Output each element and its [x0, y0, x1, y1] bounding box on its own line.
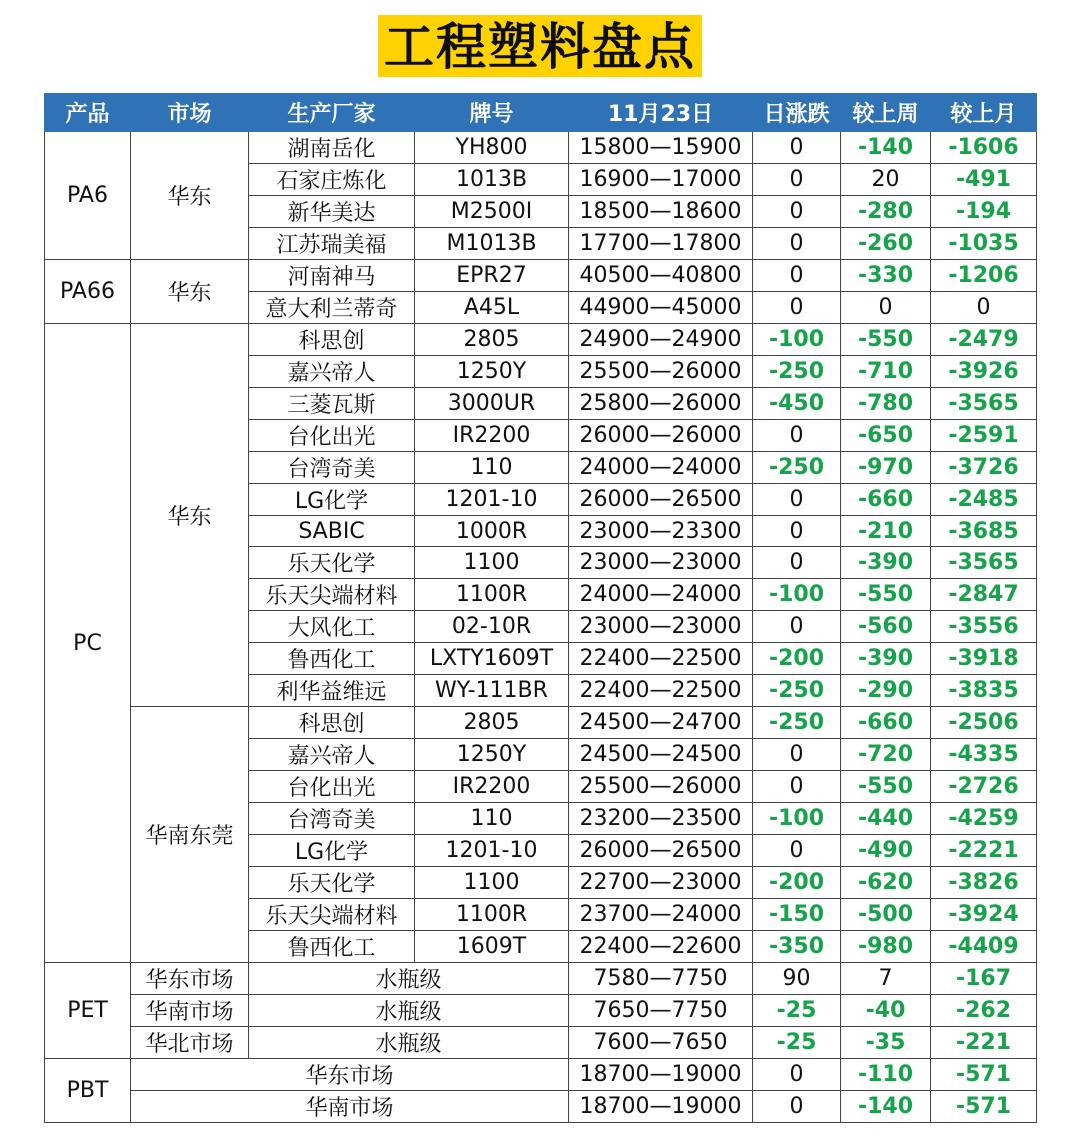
- cell-price: 26000—26500: [569, 484, 753, 516]
- cell-maker: 鲁西化工: [249, 931, 415, 963]
- cell-maker: 台化出光: [249, 420, 415, 452]
- cell-week-change: -40: [841, 995, 931, 1027]
- cell-month-change: -2479: [931, 324, 1037, 356]
- cell-week-change: -550: [841, 771, 931, 803]
- cell-grade: 1100R: [415, 899, 569, 931]
- cell-day-change: -100: [753, 579, 841, 611]
- cell-month-change: -3726: [931, 452, 1037, 484]
- cell-day-change: -200: [753, 867, 841, 899]
- cell-week-change: -290: [841, 675, 931, 707]
- cell-month-change: -1035: [931, 228, 1037, 260]
- cell-grade: IR2200: [415, 420, 569, 452]
- cell-market: 华东: [131, 260, 249, 324]
- cell-month-change: -3835: [931, 675, 1037, 707]
- cell-maker: 新华美达: [249, 196, 415, 228]
- cell-month-change: -3685: [931, 516, 1037, 547]
- cell-day-change: 0: [753, 739, 841, 771]
- cell-week-change: -620: [841, 867, 931, 899]
- cell-maker: 大风化工: [249, 611, 415, 643]
- cell-grade: 1100: [415, 867, 569, 899]
- table-row: [45, 132, 1037, 164]
- cell-product: PC: [45, 324, 131, 963]
- table-row: [45, 1059, 1037, 1091]
- header-week-change: 较上周: [841, 94, 931, 132]
- cell-week-change: -390: [841, 547, 931, 579]
- cell-price: 7580—7750: [569, 963, 753, 995]
- cell-week-change: -650: [841, 420, 931, 452]
- cell-price: 24500—24700: [569, 707, 753, 739]
- cell-maker: 乐天化学: [249, 547, 415, 579]
- cell-grade: M1013B: [415, 228, 569, 260]
- header-product: 产品: [45, 94, 131, 132]
- cell-maker: 三菱瓦斯: [249, 388, 415, 420]
- cell-maker: 科思创: [249, 324, 415, 356]
- cell-price: 25800—26000: [569, 388, 753, 420]
- cell-month-change: -2506: [931, 707, 1037, 739]
- cell-day-change: -350: [753, 931, 841, 963]
- cell-grade: 2805: [415, 707, 569, 739]
- cell-day-change: -100: [753, 324, 841, 356]
- cell-price: 7650—7750: [569, 995, 753, 1027]
- cell-grade: EPR27: [415, 260, 569, 292]
- cell-maker: 江苏瑞美福: [249, 228, 415, 260]
- cell-day-change: 0: [753, 484, 841, 516]
- cell-week-change: -110: [841, 1059, 931, 1091]
- title-wrap: [0, 15, 1080, 77]
- table-row: [45, 995, 1037, 1027]
- cell-day-change: 90: [753, 963, 841, 995]
- cell-grade: LXTY1609T: [415, 643, 569, 675]
- cell-month-change: -4259: [931, 803, 1037, 835]
- cell-week-change: -780: [841, 388, 931, 420]
- cell-week-change: -980: [841, 931, 931, 963]
- cell-day-change: 0: [753, 196, 841, 228]
- cell-month-change: -3826: [931, 867, 1037, 899]
- cell-week-change: -500: [841, 899, 931, 931]
- cell-grade: 02-10R: [415, 611, 569, 643]
- cell-month-change: -4409: [931, 931, 1037, 963]
- cell-grade: 3000UR: [415, 388, 569, 420]
- cell-maker: 鲁西化工: [249, 643, 415, 675]
- cell-maker: 利华益维远: [249, 675, 415, 707]
- cell-product: PET: [45, 963, 131, 1059]
- header-day-change: 日涨跌: [753, 94, 841, 132]
- cell-week-change: -280: [841, 196, 931, 228]
- cell-day-change: 0: [753, 516, 841, 547]
- cell-month-change: -491: [931, 164, 1037, 196]
- cell-day-change: -25: [753, 1027, 841, 1059]
- cell-grade: 1013B: [415, 164, 569, 196]
- cell-price: 24900—24900: [569, 324, 753, 356]
- cell-month-change: -3565: [931, 388, 1037, 420]
- cell-price: 18700—19000: [569, 1091, 753, 1123]
- cell-maker: 乐天化学: [249, 867, 415, 899]
- cell-price: 23000—23300: [569, 516, 753, 547]
- cell-day-change: 0: [753, 420, 841, 452]
- table-row: [45, 260, 1037, 292]
- table-header-row: [45, 94, 1037, 132]
- cell-price: 7600—7650: [569, 1027, 753, 1059]
- cell-day-change: -250: [753, 675, 841, 707]
- cell-price: 17700—17800: [569, 228, 753, 260]
- price-table: [44, 93, 1037, 1123]
- cell-maker: 台化出光: [249, 771, 415, 803]
- cell-day-change: -25: [753, 995, 841, 1027]
- cell-week-change: -560: [841, 611, 931, 643]
- cell-maker: LG化学: [249, 835, 415, 867]
- cell-maker: 石家庄炼化: [249, 164, 415, 196]
- cell-price: 22400—22500: [569, 675, 753, 707]
- cell-week-change: -970: [841, 452, 931, 484]
- cell-week-change: 7: [841, 963, 931, 995]
- cell-grade: 1100R: [415, 579, 569, 611]
- cell-day-change: 0: [753, 228, 841, 260]
- cell-maker: 乐天尖端材料: [249, 579, 415, 611]
- cell-product: PA6: [45, 132, 131, 260]
- cell-day-change: -250: [753, 707, 841, 739]
- cell-month-change: -3556: [931, 611, 1037, 643]
- cell-day-change: 0: [753, 771, 841, 803]
- cell-day-change: 0: [753, 132, 841, 164]
- cell-day-change: 0: [753, 260, 841, 292]
- cell-month-change: -3924: [931, 899, 1037, 931]
- header-date-price: 11月23日: [569, 94, 753, 132]
- cell-day-change: -450: [753, 388, 841, 420]
- cell-week-change: 20: [841, 164, 931, 196]
- header-market: 市场: [131, 94, 249, 132]
- cell-maker: 乐天尖端材料: [249, 899, 415, 931]
- cell-month-change: -2221: [931, 835, 1037, 867]
- cell-grade: 1609T: [415, 931, 569, 963]
- cell-market: 华北市场: [131, 1027, 249, 1059]
- cell-month-change: -167: [931, 963, 1037, 995]
- table-row: [45, 707, 1037, 739]
- cell-week-change: -140: [841, 1091, 931, 1123]
- cell-month-change: -3565: [931, 547, 1037, 579]
- cell-maker: 意大利兰蒂奇: [249, 292, 415, 324]
- cell-week-change: -260: [841, 228, 931, 260]
- header-maker: 生产厂家: [249, 94, 415, 132]
- cell-maker: 台湾奇美: [249, 452, 415, 484]
- cell-week-change: -440: [841, 803, 931, 835]
- cell-week-change: 0: [841, 292, 931, 324]
- cell-day-change: -100: [753, 803, 841, 835]
- cell-price: 25500—26000: [569, 356, 753, 388]
- cell-price: 22400—22500: [569, 643, 753, 675]
- cell-maker: LG化学: [249, 484, 415, 516]
- cell-grade: YH800: [415, 132, 569, 164]
- cell-market: 华东市场: [131, 1059, 569, 1091]
- cell-price: 16900—17000: [569, 164, 753, 196]
- cell-week-change: -660: [841, 484, 931, 516]
- cell-week-change: -710: [841, 356, 931, 388]
- cell-week-change: -210: [841, 516, 931, 547]
- cell-price: 24500—24500: [569, 739, 753, 771]
- cell-month-change: -4335: [931, 739, 1037, 771]
- cell-day-change: -200: [753, 643, 841, 675]
- cell-week-change: -660: [841, 707, 931, 739]
- cell-week-change: -390: [841, 643, 931, 675]
- cell-month-change: 0: [931, 292, 1037, 324]
- cell-day-change: 0: [753, 611, 841, 643]
- cell-grade: IR2200: [415, 771, 569, 803]
- cell-grade: 1201-10: [415, 835, 569, 867]
- cell-grade: 水瓶级: [249, 1027, 569, 1059]
- cell-month-change: -1206: [931, 260, 1037, 292]
- cell-month-change: -2485: [931, 484, 1037, 516]
- table-body: [45, 132, 1037, 1123]
- cell-price: 18700—19000: [569, 1059, 753, 1091]
- cell-grade: 1201-10: [415, 484, 569, 516]
- cell-day-change: -250: [753, 452, 841, 484]
- cell-maker: 台湾奇美: [249, 803, 415, 835]
- cell-maker: 湖南岳化: [249, 132, 415, 164]
- cell-market: 华东市场: [131, 963, 249, 995]
- cell-month-change: -571: [931, 1059, 1037, 1091]
- cell-price: 15800—15900: [569, 132, 753, 164]
- cell-price: 23700—24000: [569, 899, 753, 931]
- cell-price: 23200—23500: [569, 803, 753, 835]
- cell-grade: M2500I: [415, 196, 569, 228]
- cell-maker: 河南神马: [249, 260, 415, 292]
- cell-grade: 1250Y: [415, 356, 569, 388]
- cell-maker: 嘉兴帝人: [249, 739, 415, 771]
- cell-maker: 嘉兴帝人: [249, 356, 415, 388]
- cell-month-change: -3926: [931, 356, 1037, 388]
- cell-week-change: -330: [841, 260, 931, 292]
- cell-price: 18500—18600: [569, 196, 753, 228]
- cell-month-change: -2847: [931, 579, 1037, 611]
- cell-grade: A45L: [415, 292, 569, 324]
- page-title: 工程塑料盘点: [378, 15, 702, 77]
- cell-week-change: -140: [841, 132, 931, 164]
- cell-grade: 110: [415, 452, 569, 484]
- table-row: [45, 324, 1037, 356]
- cell-market: 华南市场: [131, 1091, 569, 1123]
- cell-grade: 2805: [415, 324, 569, 356]
- header-month-change: 较上月: [931, 94, 1037, 132]
- cell-day-change: 0: [753, 547, 841, 579]
- cell-month-change: -3918: [931, 643, 1037, 675]
- cell-week-change: -720: [841, 739, 931, 771]
- cell-month-change: -262: [931, 995, 1037, 1027]
- cell-market: 华东: [131, 132, 249, 260]
- cell-maker: 科思创: [249, 707, 415, 739]
- cell-month-change: -2726: [931, 771, 1037, 803]
- cell-day-change: -150: [753, 899, 841, 931]
- table-row: [45, 1091, 1037, 1123]
- cell-price: 23000—23000: [569, 547, 753, 579]
- cell-price: 44900—45000: [569, 292, 753, 324]
- cell-market: 华南市场: [131, 995, 249, 1027]
- cell-day-change: 0: [753, 164, 841, 196]
- cell-day-change: 0: [753, 1091, 841, 1123]
- cell-month-change: -194: [931, 196, 1037, 228]
- cell-month-change: -1606: [931, 132, 1037, 164]
- cell-price: 24000—24000: [569, 579, 753, 611]
- cell-product: PA66: [45, 260, 131, 324]
- cell-grade: 1100: [415, 547, 569, 579]
- cell-day-change: -250: [753, 356, 841, 388]
- cell-price: 26000—26500: [569, 835, 753, 867]
- cell-price: 40500—40800: [569, 260, 753, 292]
- table-row: [45, 1027, 1037, 1059]
- cell-month-change: -571: [931, 1091, 1037, 1123]
- cell-week-change: -550: [841, 324, 931, 356]
- cell-grade: 水瓶级: [249, 995, 569, 1027]
- cell-price: 26000—26000: [569, 420, 753, 452]
- cell-week-change: -490: [841, 835, 931, 867]
- cell-price: 22700—23000: [569, 867, 753, 899]
- cell-grade: 110: [415, 803, 569, 835]
- cell-market: 华南东莞: [131, 707, 249, 963]
- cell-price: 22400—22600: [569, 931, 753, 963]
- cell-day-change: 0: [753, 835, 841, 867]
- cell-grade: WY-111BR: [415, 675, 569, 707]
- cell-day-change: 0: [753, 1059, 841, 1091]
- cell-week-change: -550: [841, 579, 931, 611]
- cell-day-change: 0: [753, 292, 841, 324]
- cell-price: 23000—23000: [569, 611, 753, 643]
- cell-week-change: -35: [841, 1027, 931, 1059]
- cell-grade: 1000R: [415, 516, 569, 547]
- cell-month-change: -221: [931, 1027, 1037, 1059]
- cell-grade: 水瓶级: [249, 963, 569, 995]
- cell-product: PBT: [45, 1059, 131, 1123]
- cell-grade: 1250Y: [415, 739, 569, 771]
- cell-maker: SABIC: [249, 516, 415, 547]
- cell-market: 华东: [131, 324, 249, 707]
- cell-price: 24000—24000: [569, 452, 753, 484]
- header-grade: 牌号: [415, 94, 569, 132]
- table-row: [45, 963, 1037, 995]
- cell-month-change: -2591: [931, 420, 1037, 452]
- cell-price: 25500—26000: [569, 771, 753, 803]
